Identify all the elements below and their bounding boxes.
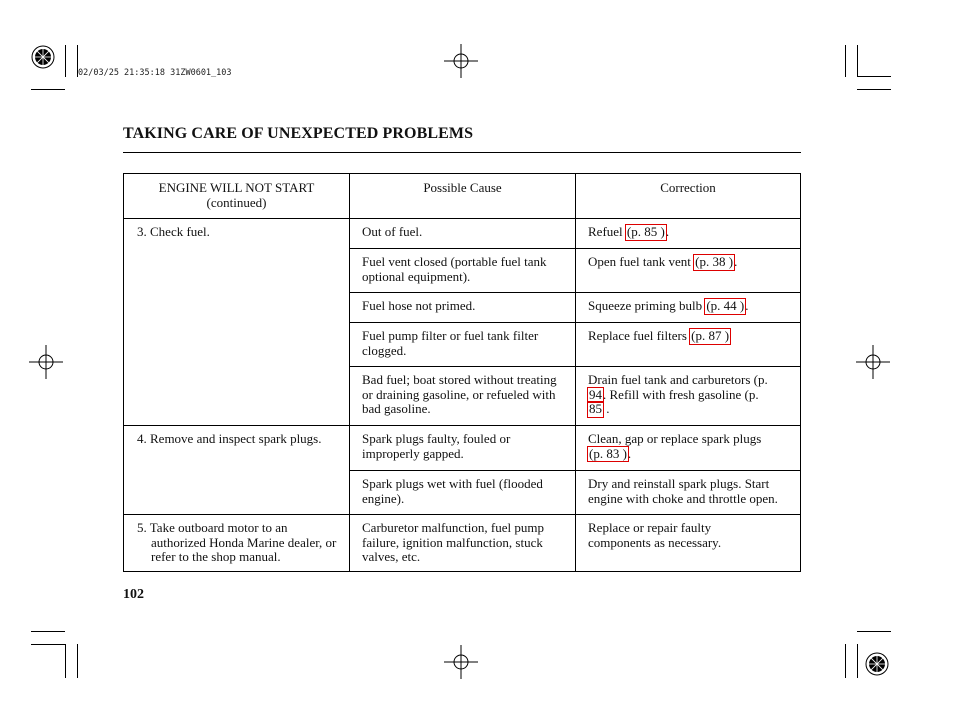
crosshair-circle-icon [444,645,478,679]
crosshair-circle-icon [444,44,478,78]
row-divider [349,292,800,293]
step-inspect-spark-plugs: 4. Remove and inspect spark plugs. [137,431,322,446]
cause-cell: Fuel hose not primed. [362,298,476,313]
row-divider [124,425,800,426]
crop-mark [845,45,846,77]
correction-cell: Dry and reinstall spark plugs. Start engine with choke and throttle open. [588,476,778,506]
page-reference-link[interactable]: (p. 83 ) [589,445,627,461]
column-divider [575,174,576,571]
correction-cell: Clean, gap or replace spark plugs (p. 83 ). [588,431,762,461]
page-reference-link[interactable]: 94 [589,386,602,402]
step-take-to-dealer: 5. Take outboard motor to an authorized Honda Marine dealer, or refer to the shop manual. [137,520,337,564]
cause-cell: Bad fuel; boat stored without treating or draining gasoline, or refueled with bad gasoline. [362,372,557,416]
column-divider [349,174,350,571]
page-number: 102 [123,587,144,602]
row-divider [124,218,800,219]
cause-cell: Spark plugs wet with fuel (flooded engine). [362,476,543,506]
row-divider [349,470,800,471]
cause-cell: Fuel vent closed (portable fuel tank optional equipment). [362,254,547,284]
crop-mark [31,89,65,90]
cause-cell: Spark plugs faulty, fouled or improperly gapped. [362,431,511,461]
correction-cell: Squeeze priming bulb (p. 44 ). [588,298,749,313]
cause-cell: Carburetor malfunction, fuel pump failure, ignition malfunction, stuck valves, etc. [362,520,544,564]
crosshair-circle-icon [856,345,890,379]
page-reference-link[interactable]: 85 [589,401,602,416]
crop-mark [65,45,66,77]
row-divider [124,514,800,515]
crop-mark [857,89,891,90]
starburst-target-icon [31,45,55,69]
title-rule [123,152,801,153]
row-divider [349,322,800,323]
cause-cell: Fuel pump filter or fuel tank filter clogged. [362,328,539,358]
row-divider [349,366,800,367]
page-reference-link[interactable]: (p. 38 ) [695,254,734,269]
correction-cell: Replace or repair faulty components as necessary. [588,520,722,550]
header-possible-cause: Possible Cause [423,180,502,195]
troubleshooting-table [123,173,801,572]
correction-cell: Open fuel tank vent (p. 38 ). [588,254,738,269]
crosshair-circle-icon [29,345,63,379]
row-divider [349,248,800,249]
crop-mark [65,644,66,678]
crop-mark [77,644,78,678]
correction-cell: Drain fuel tank and carburetors (p. 94. Refill with fresh gasoline (p. 85 . [588,372,768,416]
step-check-fuel: 3. Check fuel. [137,224,210,239]
crop-mark [857,76,891,77]
print-stamp: 02/03/25 21:35:18 31ZW0601_103 [78,68,232,78]
page-reference-link[interactable]: (p. 87 ) [691,328,730,343]
page-reference-link[interactable]: (p. 44 ) [706,298,745,313]
correction-cell: Refuel (p. 85 ). [588,224,670,239]
crop-mark [31,631,65,632]
page-reference-link[interactable]: (p. 85 ) [626,224,665,239]
crop-mark [857,45,858,77]
header-correction: Correction [660,180,716,195]
cause-cell: Out of fuel. [362,224,423,239]
crop-mark [31,644,65,645]
crop-mark [857,644,858,678]
crop-mark [857,631,891,632]
section-title: TAKING CARE OF UNEXPECTED PROBLEMS [123,125,474,142]
header-symptom: ENGINE WILL NOT START (continued) [158,180,315,210]
starburst-target-icon [865,652,889,676]
correction-cell: Replace fuel filters (p. 87 ) [588,328,730,343]
crop-mark [845,644,846,678]
